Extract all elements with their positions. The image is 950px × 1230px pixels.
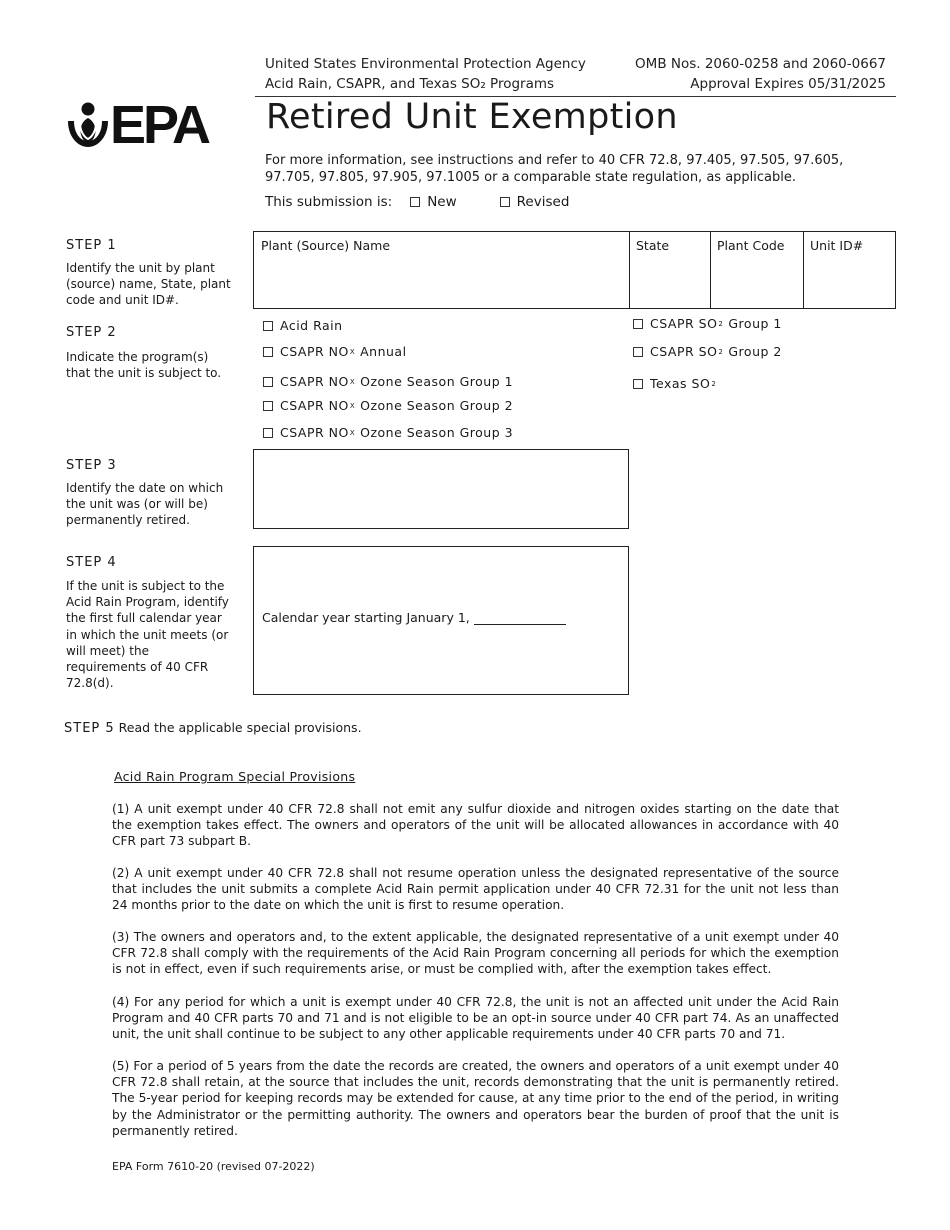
provision-1: (1) A unit exempt under 40 CFR 72.8 shall not emit any sulfur dioxide and nitrogen oxides starting on the date that the exemption takes effect. The owners and operators of the unit will be allocated allowances in accordance with 40 CFR part 73 subpart B. [112,802,839,849]
program-texas-so2[interactable]: Texas SO 2 [633,376,717,391]
state-label: State [636,238,670,253]
step2-heading: STEP 2 [66,325,117,340]
step3-desc: Identify the date on which the unit was (or will be) permanently retired. [66,481,224,528]
program-csapr-nox-osg3[interactable]: CSAPR NO X Ozone Season Group 3 [263,425,513,440]
program-checkbox[interactable] [633,347,643,357]
plant-name-label: Plant (Source) Name [261,238,391,253]
unit-id-table [253,231,896,309]
provision-5: (5) For a period of 5 years from the date the records are created, the owners and operators of a unit exempt under 40 CFR 72.8 shall retain, at the source that includes the unit, records demonstrating that the unit is permanently retired. The 5-year period for keeping records may be extended for cause, at any time prior to the end of the period, in writing by the Administrator or the permitting authority. The owners and operators bear the burden of proof that the unit is permanently retired. [112,1059,839,1138]
program-csapr-nox-annual[interactable]: CSAPR NO X Annual [263,344,407,359]
agency-name: United States Environmental Protection Agency [265,56,586,72]
epa-logo-text: EPA [110,95,209,155]
revised-option[interactable] [500,194,570,210]
calendar-year-row [262,610,566,625]
form-number: EPA Form 7610-20 (revised 07-2022) [112,1160,315,1173]
step5-heading: STEP 5 [64,721,115,736]
program-checkbox[interactable] [263,347,273,357]
provisions-heading: Acid Rain Program Special Provisions [114,769,356,784]
program-checkbox[interactable] [263,377,273,387]
omb-numbers: OMB Nos. 2060-0258 and 2060-0667 [635,56,886,72]
page-title: Retired Unit Exemption [266,97,678,137]
program-csapr-nox-osg2[interactable]: CSAPR NO X Ozone Season Group 2 [263,398,513,413]
plant-code-cell[interactable] [710,232,804,308]
calendar-year-input[interactable] [474,610,566,625]
calendar-year-box [253,546,629,695]
program-csapr-so2-g1[interactable]: CSAPR SO 2 Group 1 [633,316,782,331]
calendar-year-label: Calendar year starting January 1, [262,610,470,625]
step3-heading: STEP 3 [66,458,117,473]
approval-expiry: Approval Expires 05/31/2025 [690,76,886,92]
new-option[interactable] [410,194,456,210]
submission-row [265,194,569,210]
program-csapr-so2-g2[interactable]: CSAPR SO 2 Group 2 [633,344,782,359]
program-checkbox[interactable] [633,319,643,329]
step5-line [64,720,362,736]
revised-checkbox[interactable] [500,197,510,207]
step2-desc: Indicate the program(s) that the unit is subject to. [66,350,222,381]
step1-desc: Identify the unit by plant (source) name, State, plant code and unit ID#. [66,261,231,308]
step1-heading: STEP 1 [66,238,117,253]
unit-id-label: Unit ID# [810,238,864,253]
provision-3: (3) The owners and operators and, to the extent applicable, the designated representative of a unit exempt under 40 CFR 72.8 shall comply with the requirements of the Acid Rain Program concerning all periods for which the exemption is not in effect, even if such requirements arise, or must be complied with, after the exemption takes effect. [112,930,839,977]
revised-label: Revised [516,194,570,210]
provision-4: (4) For any period for which a unit is exempt under 40 CFR 72.8, the unit is not an affected unit under the Acid Rain Program and 40 CFR parts 70 and 71 and is not eligible to be an opt-in source under 40 CFR part 74. As an unaffected unit, the unit shall continue to be subject to any other applicable requirements under 40 CFR parts 70 and 71. [112,995,839,1042]
provision-2: (2) A unit exempt under 40 CFR 72.8 shall not resume operation unless the designated representative of the source that includes the unit submits a complete Acid Rain permit application under 40 CFR 72.31 for the unit not less than 24 months prior to the date on which the unit is first to resume operation. [112,866,839,913]
epa-logo [66,95,209,155]
unit-id-cell[interactable] [803,232,895,308]
program-checkbox[interactable] [263,428,273,438]
program-acid-rain[interactable]: Acid Rain [263,318,343,333]
state-cell[interactable] [629,232,711,308]
retirement-date-field[interactable] [253,449,629,529]
program-checkbox[interactable] [263,401,273,411]
info-text: For more information, see instructions and refer to 40 CFR 72.8, 97.405, 97.505, 97.605, 97.705, 97.805, 97.905, 97.1005 or a comparable state regulation, as applicable. [265,153,844,185]
step4-desc: If the unit is subject to the Acid Rain Program, identify the first full calendar year in which the unit meets (or will meet) the requirements of 40 CFR 72.8(d). [66,579,229,691]
program-csapr-nox-osg1[interactable]: CSAPR NO X Ozone Season Group 1 [263,374,513,389]
new-checkbox[interactable] [410,197,420,207]
plant-name-cell[interactable] [254,232,630,308]
step4-heading: STEP 4 [66,555,117,570]
plant-code-label: Plant Code [717,238,785,253]
step5-desc: Read the applicable special provisions. [118,720,362,735]
submission-label: This submission is: [265,194,393,210]
program-checkbox[interactable] [633,379,643,389]
programs-line: Acid Rain, CSAPR, and Texas SO₂ Programs [265,76,555,92]
new-label: New [427,194,457,210]
program-checkbox[interactable] [263,321,273,331]
